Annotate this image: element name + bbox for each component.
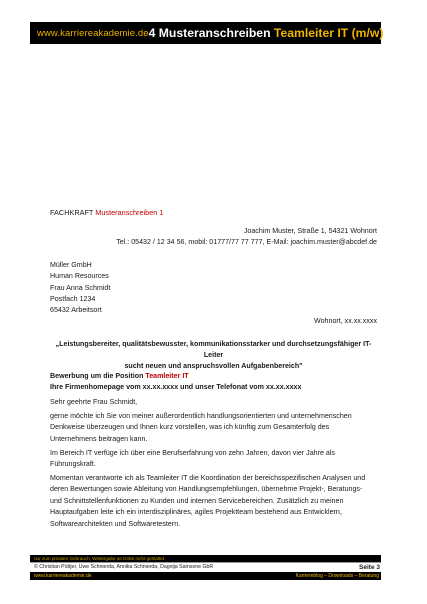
paragraph-current-role xyxy=(50,473,380,530)
paragraph-line: Denkweise überzeugen und Ihnen kurz vorstellen, was ich künftig zum Gesamterfolg des xyxy=(50,423,330,432)
paragraph-line: Führungskraft. xyxy=(50,460,96,469)
sender-address: Joachim Muster, Straße 1, 54321 Wohnort xyxy=(243,227,377,235)
subject-line2: Ihre Firmenhomepage vom xx.xx.xxxx und unser Telefonat vom xx.xx.xxxx xyxy=(50,383,302,391)
recipient-line: Postfach 1234 xyxy=(50,294,96,303)
paragraph-line: Momentan verantworte ich als Teamleiter IT die Koordination der bereichsspezifischen Analysen und xyxy=(50,474,366,482)
paragraph-line: deren Bewertungen sowie Ableitung von Handlungsempfehlungen, übernehme Projekt-, Beratungs- xyxy=(50,485,363,494)
tagline xyxy=(50,339,377,373)
subject-prefix: Bewerbung um die Position xyxy=(50,372,146,380)
letter-date: Wohnort, xx.xx.xxxx xyxy=(314,317,377,325)
paragraph-line: gerne möchte ich Sie von meiner außerordentlich handlungsorientierten und unternehmerischen xyxy=(50,412,352,420)
footer-info-row xyxy=(30,562,381,572)
footer-blog-link[interactable]: Karriereblog – Downloads – Beratung xyxy=(295,573,379,579)
paragraph-intro xyxy=(50,411,380,445)
footer-authors: © Christian Püttjer, Uwe Schnierda, Annika Schnierda, Dagnija Samsone GbR xyxy=(34,564,214,570)
salutation: Sehr geehrte Frau Schmidt, xyxy=(50,398,138,406)
header-title xyxy=(149,26,384,40)
paragraph-line: Softwarearchitekten und Softwaretestern. xyxy=(50,519,181,528)
sender-contact: Tel.: 05432 / 12 34 56, mobil: 01777/77 77 777, E-Mail: joachim.muster@abcdef.de xyxy=(116,238,377,247)
recipient-block xyxy=(50,260,110,316)
kicker-prefix: FACHKRAFT xyxy=(50,208,96,217)
subject-block xyxy=(50,371,301,393)
section-kicker xyxy=(50,208,163,217)
paragraph-line: Im Bereich IT verfüge ich über eine Berufserfahrung von zehn Jahren, davon vier Jahre als xyxy=(50,449,335,457)
paragraph-experience xyxy=(50,448,380,471)
header-title-main: 4 Musteranschreiben xyxy=(148,26,274,40)
paragraph-line: und Schnittstellenfunktionen zu Kunden und internen Servicebereichen. Zusätzlich zu meinen xyxy=(50,496,344,505)
recipient-line: Frau Anna Schmidt xyxy=(50,283,111,292)
recipient-line: 65432 Arbeitsort xyxy=(50,306,102,315)
sender-block xyxy=(116,226,377,249)
header-site-link[interactable]: www.karriereakademie.de xyxy=(37,27,149,39)
page-footer xyxy=(30,555,381,580)
header-title-accent: Teamleiter IT (m/w) xyxy=(273,26,384,40)
paragraph-line: Unternehmens beitragen kann. xyxy=(50,434,148,443)
footer-notice: nur zum privaten Gebrauch, Weitergabe an Dritte nicht gestattet xyxy=(30,555,381,562)
recipient-line: Müller GmbH xyxy=(50,261,92,269)
kicker-accent: Musteranschreiben 1 xyxy=(95,208,164,217)
recipient-line: Human Resources xyxy=(50,272,109,281)
header-bar xyxy=(30,22,384,44)
page-number: Seite 3 xyxy=(359,564,380,571)
footer-site-link[interactable]: www.karriereakademie.de xyxy=(34,573,92,579)
tagline-line2: sucht neuen und anspruchsvollen Aufgabenbereich" xyxy=(124,362,303,371)
paragraph-line: Hauptaufgaben leite ich ein interdisziplinäres, agiles Projektteam bestehend aus Entwicklern, xyxy=(50,508,342,517)
tagline-line1: „Leistungsbereiter, qualitätsbewusster, kommunikationsstarker und durchsetzungsfähiger IT-Leiter xyxy=(55,340,372,360)
footer-link-row xyxy=(30,572,381,580)
subject-accent: Teamleiter IT xyxy=(145,372,189,380)
subject-line1 xyxy=(50,371,301,382)
